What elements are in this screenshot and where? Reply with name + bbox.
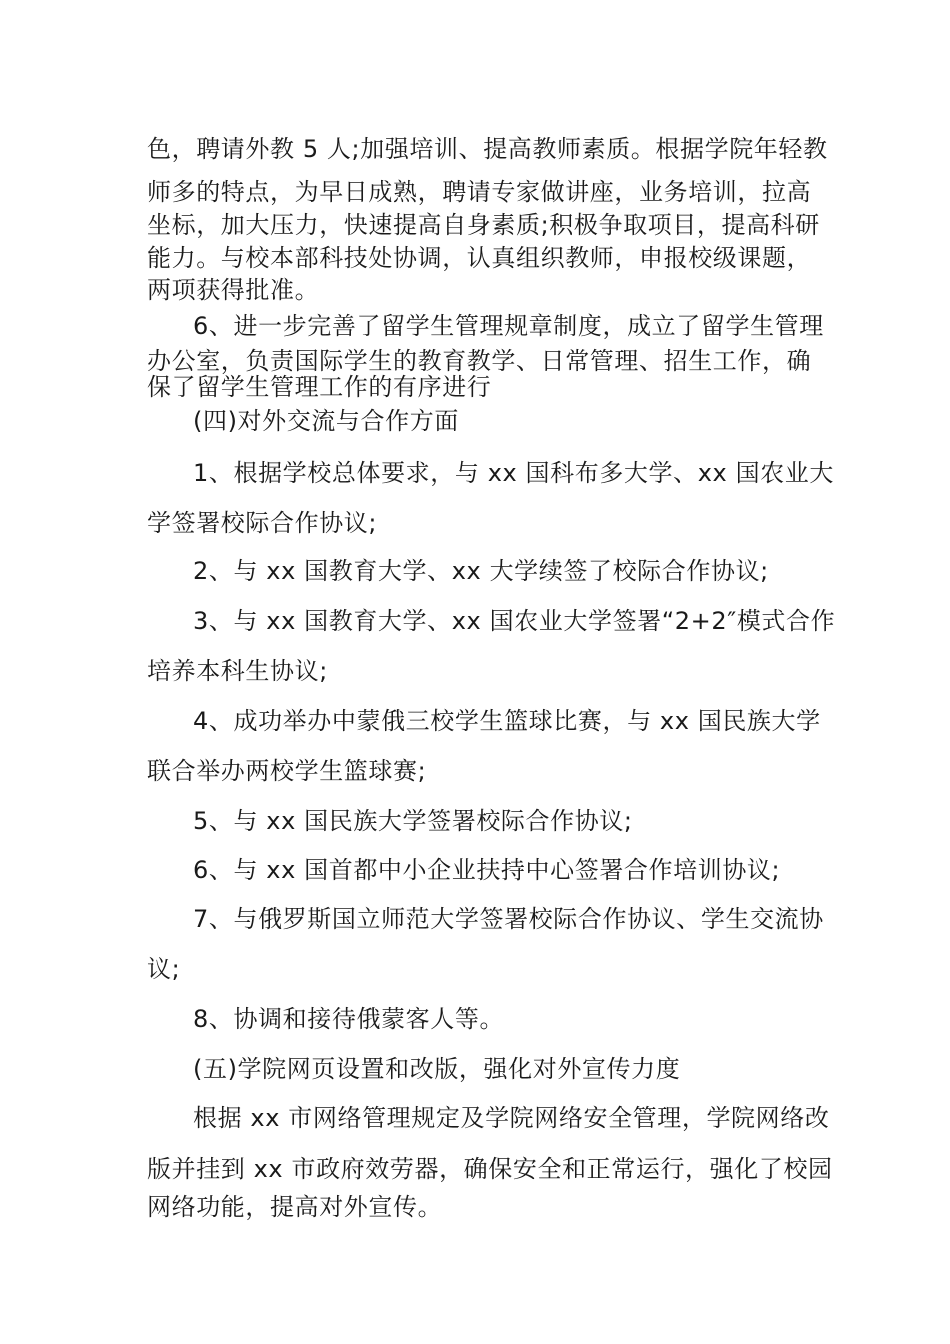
text-line: 网络功能，提高对外宣传。 <box>147 1193 443 1221</box>
text-line: 3、与 xx 国教育大学、xx 国农业大学签署“2+2″模式合作 <box>193 607 836 635</box>
section-heading: (五)学院网页设置和改版，强化对外宣传力度 <box>193 1055 681 1083</box>
text-line: 培养本科生协议; <box>147 657 328 685</box>
text-line: 1、根据学校总体要求，与 xx 国科布多大学、xx 国农业大 <box>193 459 834 487</box>
text-line: 版并挂到 xx 市政府效劳器，确保安全和正常运行，强化了校园 <box>147 1155 833 1183</box>
text-line: 色，聘请外教 5 人;加强培训、提高教师素质。根据学院年轻教 <box>147 135 828 163</box>
text-line: 2、与 xx 国教育大学、xx 大学续签了校际合作协议; <box>193 557 769 585</box>
text-line: 5、与 xx 国民族大学签署校际合作协议; <box>193 807 633 835</box>
text-line: 学签署校际合作协议; <box>147 509 378 537</box>
text-line: 保了留学生管理工作的有序进行 <box>147 373 492 401</box>
text-line: 坐标，加大压力，快速提高自身素质;积极争取项目，提高科研 <box>147 211 820 239</box>
text-line: 联合举办两校学生篮球赛; <box>147 757 427 785</box>
text-line: 办公室，负责国际学生的教育教学、日常管理、招生工作，确 <box>147 347 812 375</box>
text-line: 两项获得批准。 <box>147 276 320 304</box>
text-line: 根据 xx 市网络管理规定及学院网络安全管理，学院网络改 <box>193 1104 830 1132</box>
text-line: 6、与 xx 国首都中小企业扶持中心签署合作培训协议; <box>193 856 781 884</box>
text-line: 师多的特点，为早日成熟，聘请专家做讲座，业务培训，拉高 <box>147 178 812 206</box>
text-line: 6、进一步完善了留学生管理规章制度，成立了留学生管理 <box>193 312 824 340</box>
text-line: 8、协调和接待俄蒙客人等。 <box>193 1005 505 1033</box>
text-line: 能力。与校本部科技处协调，认真组织教师，申报校级课题， <box>147 244 812 272</box>
text-line: 7、与俄罗斯国立师范大学签署校际合作协议、学生交流协 <box>193 905 824 933</box>
text-line: 4、成功举办中蒙俄三校学生篮球比赛，与 xx 国民族大学 <box>193 707 821 735</box>
text-line: 议; <box>147 955 181 983</box>
section-heading: (四)对外交流与合作方面 <box>193 407 459 435</box>
